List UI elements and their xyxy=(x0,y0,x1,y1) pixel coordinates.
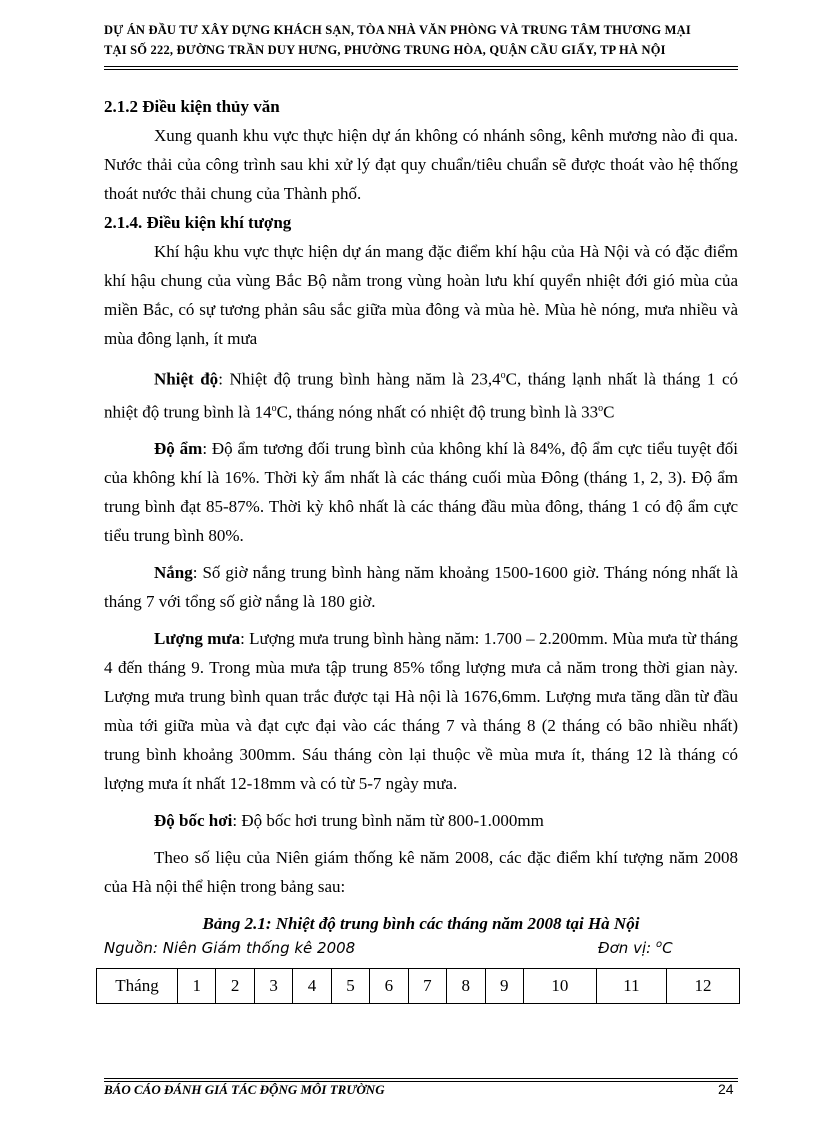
table-cell-month: 1 xyxy=(178,969,216,1004)
sunshine-label: Nắng xyxy=(154,563,193,583)
footer-title: BÁO CÁO ĐÁNH GIÁ TÁC ĐỘNG MÔI TRƯỜNG xyxy=(104,1082,385,1097)
paragraph-climate-intro: Khí hậu khu vực thực hiện dự án mang đặc điểm khí hậu của Hà Nội và có đặc điểm khí hậu chung của vùng Bắc Bộ nằm trong vùng hoàn lưu khí quyển nhiệt đới gió mùa của miền Bắc, có sự tương phản sâu sắc giữa mùa đông và mùa hè. Mùa hè nóng, mưa nhiều và mùa đông lạnh, ít mưa xyxy=(104,242,738,348)
table-meta xyxy=(104,937,738,961)
evaporation-text: : Độ bốc hơi trung bình năm từ 800-1.000mm xyxy=(232,811,544,831)
table-caption: Bảng 2.1: Nhiệt độ trung bình các tháng năm 2008 tại Hà Nội xyxy=(202,914,640,934)
paragraph-hydrology: Xung quanh khu vực thực hiện dự án không có nhánh sông, kênh mương nào đi qua. Nước thải của công trình sau khi xử lý đạt quy chuẩn/tiêu chuẩn sẽ được thoát vào hệ thống thoát nước thải chung của Thành phố. xyxy=(104,126,738,203)
evaporation-label: Độ bốc hơi xyxy=(154,811,233,831)
degree-sign: o xyxy=(271,402,277,414)
header-divider xyxy=(104,66,738,70)
rainfall-label: Lượng mưa xyxy=(154,629,241,649)
header-line-2: TẠI SỐ 222, ĐƯỜNG TRẦN DUY HƯNG, PHƯỜNG TRUNG HÒA, QUẬN CẦU GIẤY, TP HÀ NỘI xyxy=(104,43,666,57)
table-cell-month: 4 xyxy=(293,969,331,1004)
temperature-text-c: C, tháng nóng nhất có nhiệt độ trung bình là 33 xyxy=(276,402,599,422)
temperature-text-a: : Nhiệt độ trung bình hàng năm là 23,4 xyxy=(218,369,501,389)
page-number: 24 xyxy=(718,1081,734,1097)
table-row-label: Tháng xyxy=(97,969,178,1004)
table-source: Nguồn: Niên Giám thống kê 2008 xyxy=(104,939,356,958)
page-body xyxy=(104,92,738,961)
page-header xyxy=(104,20,738,60)
paragraph-evaporation xyxy=(104,806,738,835)
temperature-label: Nhiệt độ xyxy=(154,369,219,389)
paragraph-statistics-intro: Theo số liệu của Niên giám thống kê năm 2008, các đặc điểm khí tượng năm 2008 của Hà nội thể hiện trong bảng sau: xyxy=(104,848,738,897)
table-row xyxy=(97,969,740,1004)
degree-sign: o xyxy=(655,939,663,951)
header-line-1: DỰ ÁN ĐẦU TƯ XÂY DỰNG KHÁCH SẠN, TÒA NHÀ VĂN PHÒNG VÀ TRUNG TÂM THƯƠNG MẠI xyxy=(104,23,691,37)
section-heading-212: 2.1.2 Điều kiện thủy văn xyxy=(104,97,280,116)
table-unit-label: Đơn vị: xyxy=(598,939,656,958)
table-cell-month: 6 xyxy=(370,969,408,1004)
paragraph-rainfall xyxy=(104,624,738,798)
table-cell-month: 10 xyxy=(523,969,596,1004)
monthly-temperature-table xyxy=(96,968,740,1004)
degree-sign: o xyxy=(598,402,604,414)
table-unit-value: C xyxy=(662,939,673,958)
paragraph-temperature xyxy=(104,361,738,426)
degree-sign: o xyxy=(500,370,506,381)
table-cell-month: 12 xyxy=(667,969,740,1004)
temperature-text-b: C, tháng lạnh nhất là tháng 1 có nhiệt độ trung bình là 14 xyxy=(104,369,739,422)
humidity-label: Độ ẩm xyxy=(154,439,203,459)
table-cell-month: 7 xyxy=(408,969,446,1004)
section-heading-214: 2.1.4. Điều kiện khí tượng xyxy=(104,213,292,232)
table-cell-month: 2 xyxy=(216,969,254,1004)
table-cell-month: 9 xyxy=(485,969,523,1004)
paragraph-sunshine xyxy=(104,558,738,616)
sunshine-text: : Số giờ nắng trung bình hàng năm khoảng 1500-1600 giờ. Tháng nóng nhất là tháng 7 với tổng số giờ nắng là 180 giờ. xyxy=(104,563,738,612)
table-cell-month: 11 xyxy=(596,969,666,1004)
table-cell-month: 3 xyxy=(254,969,292,1004)
table-cell-month: 8 xyxy=(447,969,485,1004)
table-unit xyxy=(598,939,673,957)
table-cell-month: 5 xyxy=(331,969,369,1004)
humidity-text: : Độ ẩm tương đối trung bình của không khí là 84%, độ ẩm cực tiểu tuyệt đối của không khí là 16%. Thời kỳ ẩm nhất là các tháng cuối mùa Đông (tháng 1, 2, 3). Độ ẩm trung bình đạt 85-87%. Thời kỳ khô nhất là các tháng đầu mùa đông, tháng 1 có độ ẩm cực tiểu trung bình 80%. xyxy=(104,439,738,546)
rainfall-text: : Lượng mưa trung bình hàng năm: 1.700 – 2.200mm. Mùa mưa từ tháng 4 đến tháng 9. Trong mùa mưa tập trung 85% tổng lượng mưa cả năm trong thời gian này. Lượng mưa trung bình quan trắc được tại Hà nội là 1676,6mm. Lượng mưa tăng dần từ đầu mùa tới giữa mùa và đạt cực đại vào các tháng 7 và tháng 8 (2 tháng có bão nhiều nhất) trung bình khoảng 300mm. Sáu tháng còn lại thuộc về mùa mưa ít, tháng 12 là tháng có lượng mưa ít nhất 12-18mm và có từ 5-7 ngày mưa. xyxy=(104,629,738,794)
temperature-text-d: C xyxy=(603,402,615,422)
paragraph-humidity xyxy=(104,434,738,550)
